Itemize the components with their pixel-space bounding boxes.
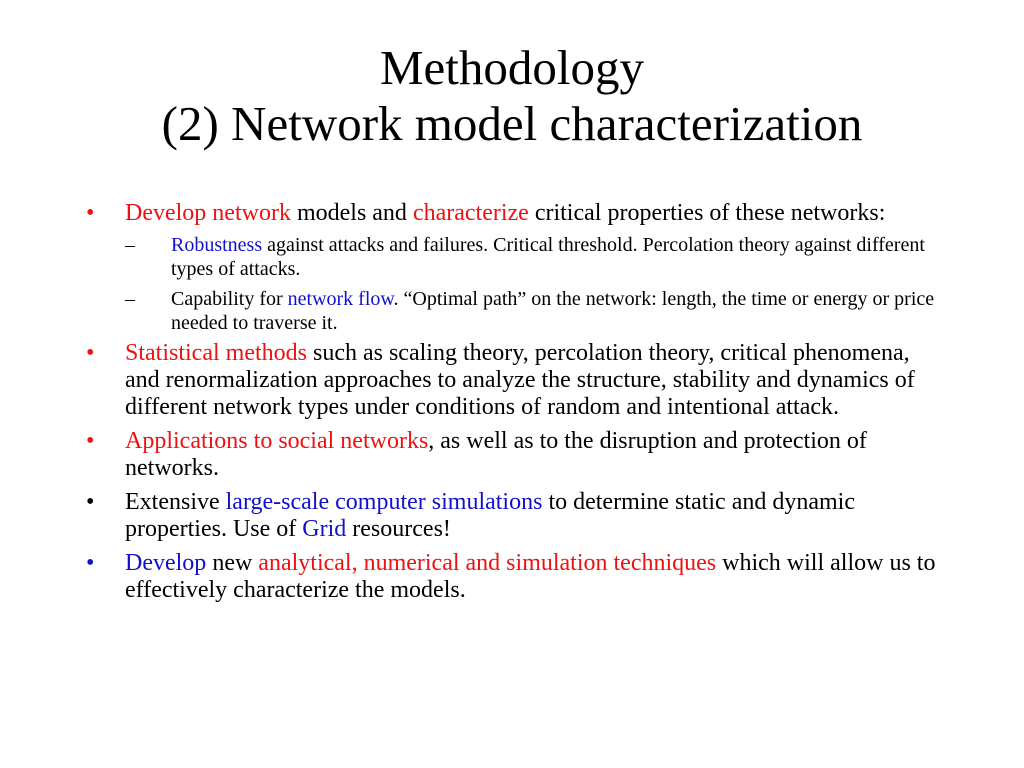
slide-title xyxy=(0,40,1024,152)
emphasis-text: Robustness xyxy=(171,234,263,256)
body-text: critical properties of these networks: xyxy=(528,200,886,226)
emphasis-text: analytical, numerical and simulation techniques xyxy=(258,550,717,576)
emphasis-text: Applications to social networks xyxy=(125,428,429,454)
bullet-marker: • xyxy=(86,200,95,226)
bullet-simulations xyxy=(86,489,946,543)
body-text: which will allow us to effectively characterize the models. xyxy=(125,550,936,603)
emphasis-text: characterize xyxy=(412,200,529,226)
sub-bullet-robustness xyxy=(125,233,946,281)
sub-bullet-marker: – xyxy=(125,234,135,256)
body-text: , as well as to the disruption and protection of networks. xyxy=(125,428,867,481)
bullet-marker: • xyxy=(86,550,95,576)
body-text: Extensive xyxy=(125,489,226,515)
sub-bullet-marker: – xyxy=(125,288,135,310)
bullet-statistical-methods xyxy=(86,340,946,421)
title-line-2: (2) Network model characterization xyxy=(161,96,863,151)
bullet-list xyxy=(86,200,946,611)
body-text: resources! xyxy=(346,516,451,542)
body-text: against attacks and failures. Critical threshold. Percolation theory against different types of attacks. xyxy=(171,234,925,280)
body-text: models and xyxy=(290,200,413,226)
emphasis-text: Develop xyxy=(125,550,207,576)
bullet-marker: • xyxy=(86,340,95,366)
emphasis-text: Develop network xyxy=(125,200,291,226)
body-text: new xyxy=(206,550,259,576)
title-line-1: Methodology xyxy=(379,40,645,95)
body-text: to determine static and dynamic properties. Use of xyxy=(125,489,855,542)
sub-bullet-list xyxy=(125,233,946,335)
sub-bullet-network-flow xyxy=(125,287,946,335)
body-text: Capability for xyxy=(171,288,288,310)
emphasis-text: network flow xyxy=(287,288,394,310)
bullet-social-networks xyxy=(86,428,946,482)
body-text: such as scaling theory, percolation theory, critical phenomena, and renormalization approaches to analyze the structure, stability and dynamics of different network types under conditions of random and intentional attack. xyxy=(125,340,915,420)
bullet-marker: • xyxy=(86,428,95,454)
body-text: . “Optimal path” on the network: length, the time or energy or price needed to traverse it. xyxy=(171,288,935,334)
emphasis-text: Grid xyxy=(302,516,347,542)
bullet-develop-network xyxy=(86,200,946,335)
emphasis-text: large-scale computer simulations xyxy=(225,489,543,515)
bullet-marker: • xyxy=(86,489,95,515)
bullet-develop-techniques xyxy=(86,550,946,604)
emphasis-text: Statistical methods xyxy=(125,340,307,366)
